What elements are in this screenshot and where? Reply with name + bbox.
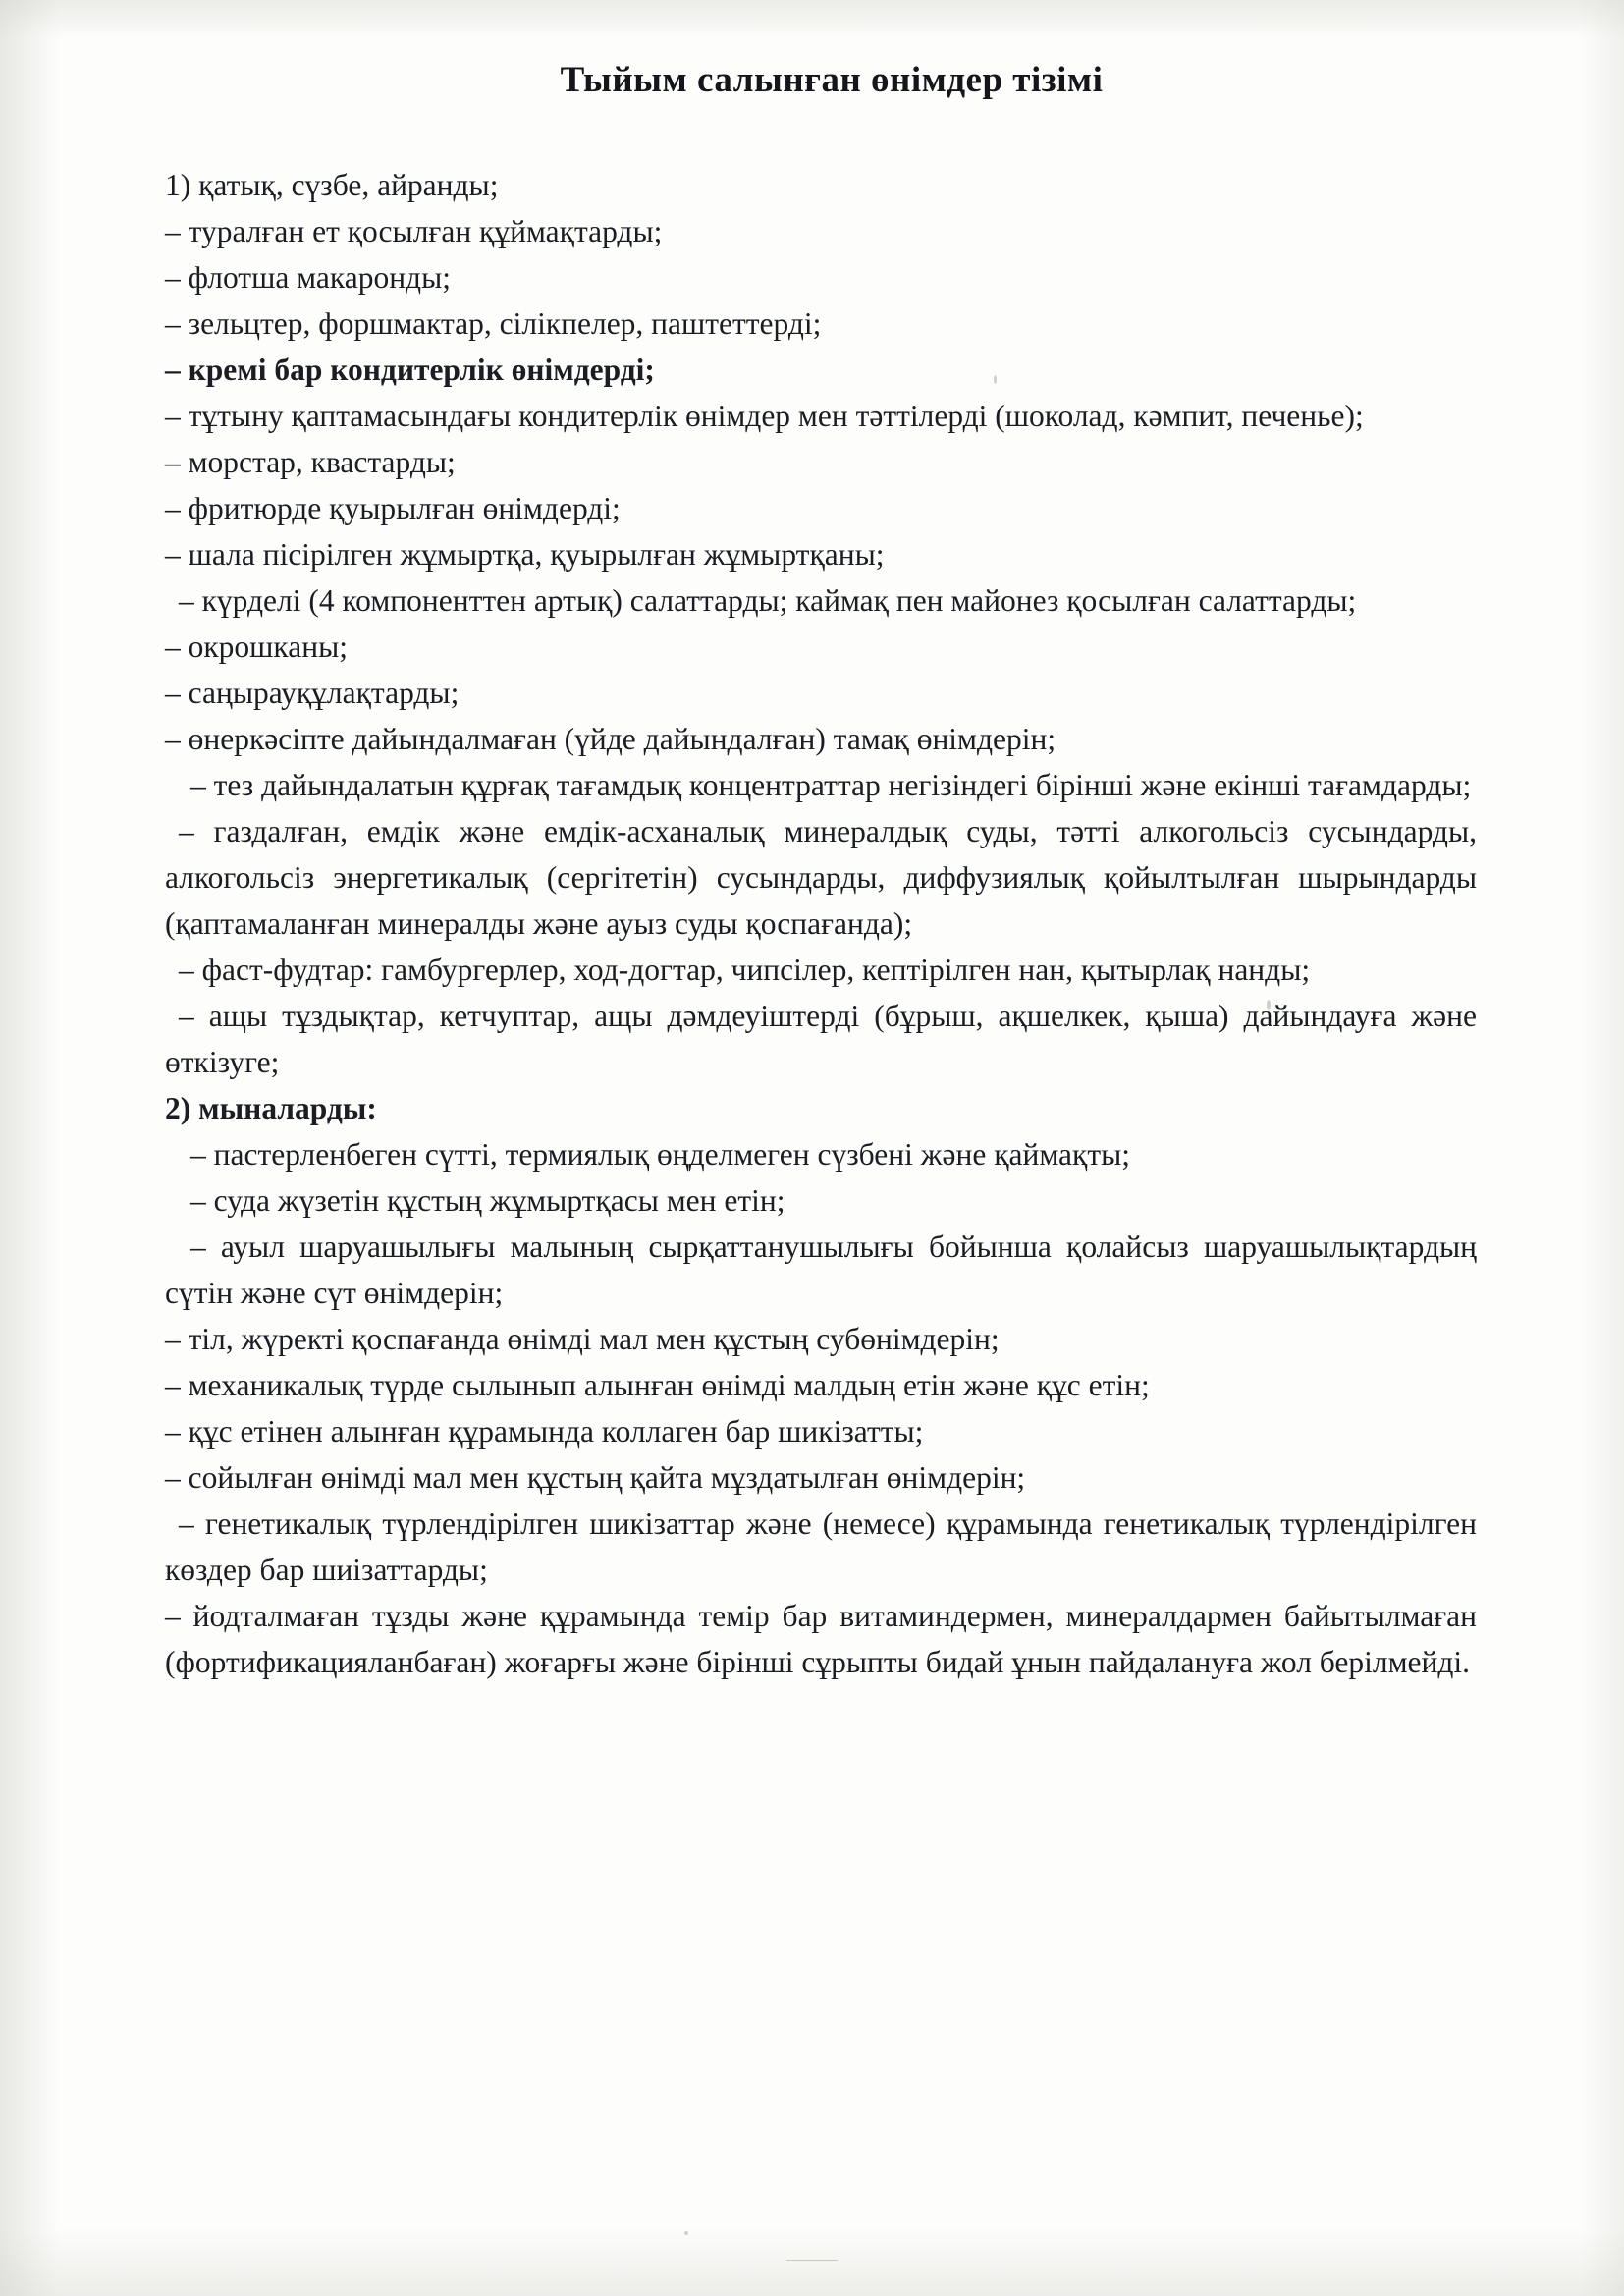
list-item: – газдалған, емдік және емдік-асханалық минералдық суды, тәтті алкогольсіз сусындарды, алкогольсіз энергетикалық (сергітетін) сусындарды, диффузиялық қойылтылған шырындарды (қаптамаланған минералды және ауыз суды қоспағанда);: [165, 814, 1477, 941]
list-item: – ауыл шаруашылығы малының сырқаттанушылығы бойынша қолайсыз шаруашылықтардың сүтін және сүт өнімдерін;: [165, 1230, 1477, 1310]
list-item: – фаст-фудтар: гамбургерлер, ход-догтар, чипсілер, кептірілген нан, қытырлақ нанды;: [179, 953, 1311, 987]
document-body: [165, 162, 1477, 1685]
list-item: – ащы тұздықтар, кетчуптар, ащы дәмдеуіштерді (бұрыш, ақшелкек, қыша) дайындауға және өткізуге;: [165, 999, 1477, 1079]
scan-shadow-right: [1580, 0, 1624, 2296]
list-item: – құс етінен алынған құрамында коллаген бар шикізатты;: [165, 1414, 924, 1449]
page-footer-mark: [786, 2260, 838, 2261]
list-item: – механикалық түрде сылынып алынған өнімді малдың етін және құс етін;: [165, 1368, 1150, 1402]
list-item: – кремі бар кондитерлік өнімдерді;: [165, 353, 655, 387]
list-item: – тіл, жүректі қоспағанда өнімді мал мен құстың субөнімдерін;: [165, 1322, 1000, 1356]
list-item: – йодталмаған тұзды және құрамында темір бар витаминдермен, минералдармен байытылмаған (фортификацияланбаған) жоғарғы және бірінші сұрыпты бидай ұнын пайдалануға жол берілмейді.: [165, 1599, 1477, 1679]
scan-shadow-top: [0, 0, 1624, 39]
list-item: – морстар, квастарды;: [165, 445, 456, 479]
list-item: – окрошканы;: [165, 629, 349, 664]
list-item: – пастерленбеген сүтті, термиялық өңделмеген сүзбені және қаймақты;: [190, 1137, 1131, 1172]
page-content: [165, 59, 1477, 1685]
page-title: Тыйым салынған өнімдер тізімі: [560, 60, 1104, 100]
section-2-lead: 2) мыналарды:: [165, 1091, 377, 1125]
list-item: – тез дайындалатын құрғақ тағамдық концентраттар негізіндегі бірінші және екінші тағамдарды;: [190, 768, 1472, 802]
list-item: – күрделі (4 компоненттен артық) салаттарды; каймақ пен майонез қосылған салаттарды;: [179, 583, 1357, 618]
list-item: – сойылған өнімді мал мен құстың қайта мұздатылған өнімдерін;: [165, 1460, 1026, 1495]
scan-shadow-left: [0, 0, 59, 2296]
list-item: – флотша макаронды;: [165, 260, 451, 295]
scan-shadow-bottom: [0, 2227, 1624, 2296]
scan-speck: [684, 2231, 688, 2235]
list-item: – саңырауқұлақтарды;: [165, 676, 460, 710]
list-item: – генетикалық түрлендірілген шикізаттар және (немесе) құрамында генетикалық түрлендірілген көздер бар шиізаттарды;: [165, 1506, 1477, 1587]
list-item: – суда жүзетін құстың жұмыртқасы мен етін;: [190, 1183, 785, 1218]
list-item: – тұтыну қаптамасындағы кондитерлік өнімдер мен тәттілерді (шоколад, кәмпит, печенье);: [165, 399, 1364, 433]
list-item: – өнеркәсіпте дайындалмаған (үйде дайындалған) тамақ өнімдерін;: [165, 722, 1056, 756]
list-item: – зельцтер, форшмактар, сілікпелер, паштеттерді;: [165, 306, 822, 341]
section-1-lead: 1) қатық, сүзбе, айранды;: [165, 168, 499, 202]
list-item: – туралған ет қосылған құймақтарды;: [165, 214, 663, 248]
list-item: – шала пісірілген жұмыртқа, қуырылған жұмыртқаны;: [165, 537, 885, 572]
list-item: – фритюрде қуырылған өнімдерді;: [165, 491, 621, 525]
